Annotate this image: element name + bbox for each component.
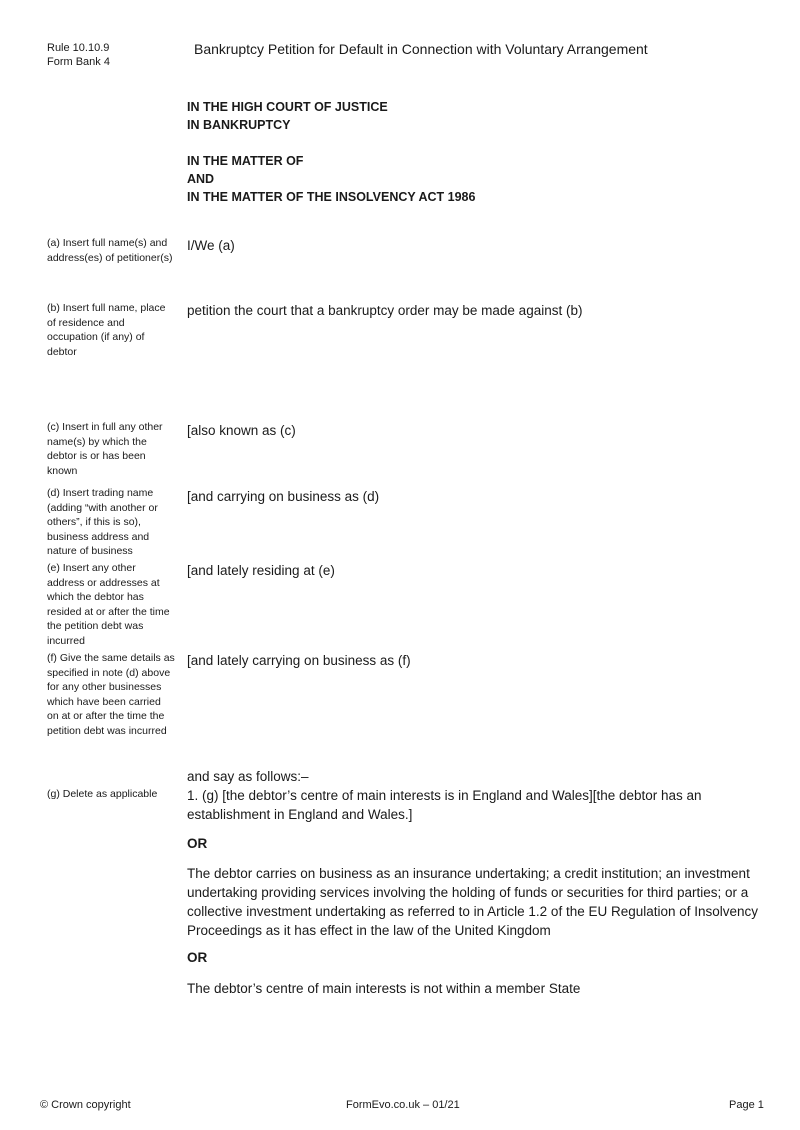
lately-residing-line: [and lately residing at (e) [187,563,335,578]
or-separator-1: OR [187,836,208,851]
note-c: (c) Insert in full any other name(s) by which the debtor is or has been known [47,421,163,477]
court-line-1: IN THE HIGH COURT OF JUSTICE [187,100,388,114]
statement-item-1: 1. (g) [the debtor’s centre of main interests is in England and Wales][the debtor has an establishment in England and Wales.] [187,788,702,822]
form-title: Bankruptcy Petition for Default in Connection with Voluntary Arrangement [194,41,648,57]
form-number: Form Bank 4 [47,56,110,68]
note-e: (e) Insert any other address or addresses at which the debtor has resided at or after the time the petition debt was incurred [47,562,170,647]
matter-heading [187,152,475,206]
note-g: (g) Delete as applicable [47,788,158,800]
petitioner-line: I/We (a) [187,238,235,253]
matter-line-2: IN THE MATTER OF THE INSOLVENCY ACT 1986 [187,190,476,204]
note-f: (f) Give the same details as specified in note (d) above for any other businesses which have been carried on at or after the time the petition debt was incurred [47,652,175,737]
footer-source: FormEvo.co.uk – 01/21 [346,1099,460,1111]
rule-number: Rule 10.10.9 [47,42,110,54]
form-reference [47,41,110,69]
or-separator-2: OR [187,950,208,965]
note-a: (a) Insert full name(s) and address(es) of petitioner(s) [47,237,173,264]
note-b: (b) Insert full name, place of residence and occupation (if any) of debtor [47,302,166,358]
aka-line: [also known as (c) [187,423,296,438]
insurance-paragraph: The debtor carries on business as an insurance undertaking; a credit institution; an investment undertaking providing services involving the holding of funds or securities for third parties; or a collective investment undertaking as referred to in Article 1.2 of the EU Regulation of Insolvency Proceedings as it has effect in the law of the United Kingdom [187,866,759,938]
petition-line: petition the court that a bankruptcy order may be made against (b) [187,303,583,318]
say-as-follows: and say as follows:– [187,769,309,784]
lately-carrying-line: [and lately carrying on business as (f) [187,653,411,668]
note-d: (d) Insert trading name (adding “with another or others”, if this is so), business address and nature of business [47,487,158,558]
court-heading [187,98,388,134]
page-number: Page 1 [729,1099,764,1111]
carrying-business-line: [and carrying on business as (d) [187,489,380,504]
matter-and: AND [187,172,215,186]
copyright-notice: © Crown copyright [40,1099,131,1111]
matter-line-1: IN THE MATTER OF [187,154,304,168]
court-line-2: IN BANKRUPTCY [187,118,291,132]
not-member-state-line: The debtor’s centre of main interests is not within a member State [187,981,581,996]
